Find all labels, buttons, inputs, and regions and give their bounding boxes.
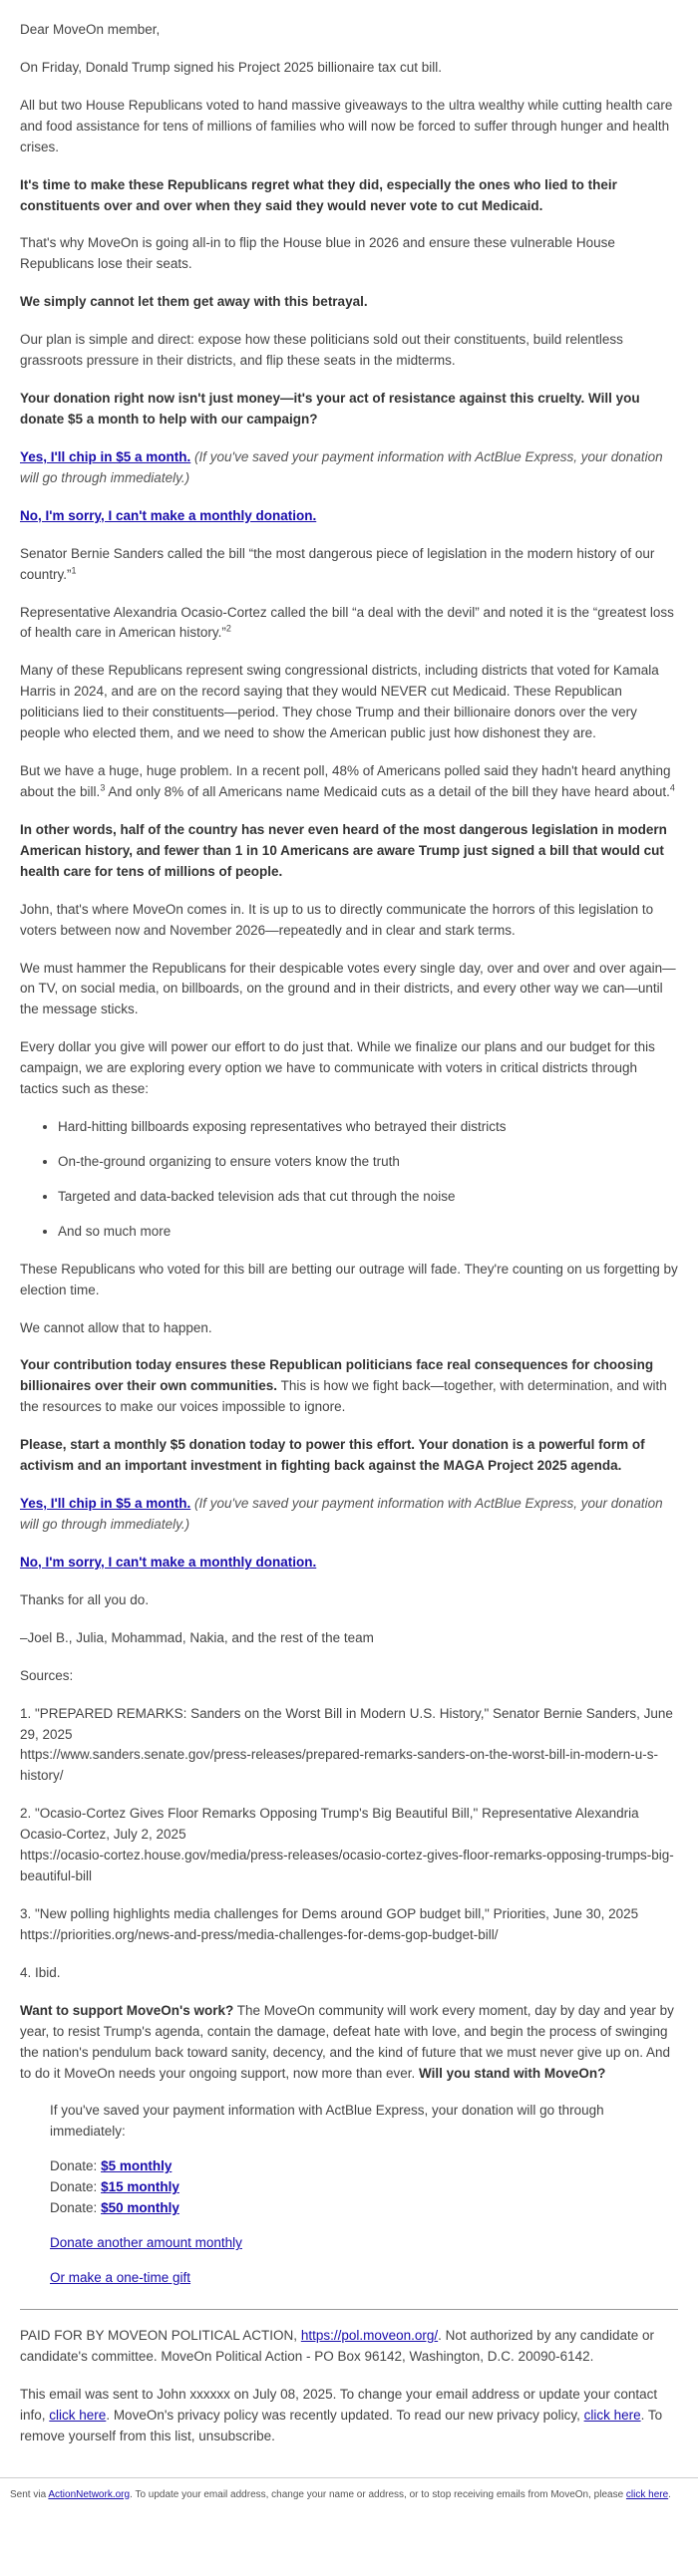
donate-note: If you've saved your payment information with ActBlue Express, your donation will go through immediately: [50,2103,604,2140]
update-contact-link[interactable]: click here [49,2407,107,2423]
donate-5-monthly-link[interactable]: $5 monthly [101,2158,173,2174]
donate-option: Donate: $50 monthly [50,2200,179,2216]
footnote-1: 1 [71,565,77,576]
support-paragraph: Want to support MoveOn's work? The MoveOn community will work every moment, day by day and year by year, to resist Trump's agenda, contain the damage, defeat hate with love, and begin the process of swinging the nation's pendulum back toward sanity, decency, and the kind of future that we must never give up on. And to do it MoveOn needs your ongoing support, now more than ever. Will you stand with MoveOn? [20,2002,674,2081]
chip-in-5-monthly-link[interactable]: Yes, I'll chip in $5 a month. [20,448,191,464]
divider [20,2309,678,2310]
list-item: • On-the-ground organizing to ensure voters know the truth [58,1152,678,1173]
bold-statement: In other words, half of the country has never even heard of the most dangerous legislation in modern American history, and fewer than 1 in 10 Americans are aware Trump just signed a bill that would cut health care for tens of millions of people. [20,821,667,879]
cta-yes-paragraph [20,447,678,489]
source-item: 2. "Ocasio-Cortez Gives Floor Remarks Opposing Trump's Big Beautiful Bill," Representative Alexandria Ocasio-Cortez, July 2, 2025 https://ocasio-cortez.house.gov/media/press-releases/ocasio-cortez-gives-floor-remarks-opposing-trumps-big-beautiful-bill [20,1806,674,1884]
action-network-bar: Sent via ActionNetwork.org. To update your email address, change your name or address, or to stop receiving emails from MoveOn, please click here. [0,2477,698,2514]
cta-no-paragraph [20,506,678,527]
intro-paragraph: All but two House Republicans voted to hand massive giveaways to the ultra wealthy while cutting health care and food assistance for tens of millions of families who will now be forced to suffer through hunger and health crises. [20,97,673,154]
sources-label: Sources: [20,1667,74,1683]
footnote-3: 3 [100,782,106,793]
paid-for-notice: PAID FOR BY MOVEON POLITICAL ACTION, https://pol.moveon.org/. Not authorized by any candidate or candidate's committee. MoveOn Political Action - PO Box 96142, Washington, D.C. 20090-6142. [20,2327,655,2364]
email-notice: This email was sent to John xxxxxx on July 08, 2025. To change your email address or update your contact info, click here. MoveOn's privacy policy was recently updated. To read our new privacy policy, click here. To remove yourself from this list, unsubscribe. [20,2386,663,2443]
source-item: 1. "PREPARED REMARKS: Sanders on the Worst Bill in Modern U.S. History," Senator Bernie Sanders, June 29, 2025 https://www.sanders.senate.gov/press-releases/prepared-remarks-sanders-on-the-worst-bill-in-modern-u-s-history/ [20,1705,673,1784]
paragraph: Every dollar you give will power our effort to do just that. While we finalize our plans and our budget for this campaign, we are exploring every option we have to communicate with voters in critical districts through tactics such as these: [20,1039,655,1097]
unsubscribe-link[interactable]: click here [625,2488,669,2500]
political-action-link[interactable]: https://pol.moveon.org/ [300,2327,439,2343]
decline-monthly-link-2[interactable]: No, I'm sorry, I can't make a monthly donation. [20,1554,317,1570]
paragraph: We cannot allow that to happen. [20,1319,212,1335]
signoff: –Joel B., Julia, Mohammad, Nakia, and the rest of the team [20,1629,374,1645]
bold-statement: We simply cannot let them get away with this betrayal. [20,294,368,310]
greeting: Dear MoveOn member, [20,22,161,37]
sources-section [20,1666,678,1984]
thanks: Thanks for all you do. [20,1591,150,1607]
paragraph: That's why MoveOn is going all-in to flip the House blue in 2026 and ensure these vulnerable House Republicans lose their seats. [20,235,615,272]
one-time-gift-paragraph [50,2268,678,2289]
donate-another-paragraph [50,2233,678,2254]
paragraph: These Republicans who voted for this bill are betting our outrage will fade. They're counting on us forgetting by election time. [20,1261,678,1297]
monthly-ask: Please, start a monthly $5 donation today to power this effort. Your donation is a powerful form of activism and an important investment in fighting back against the MAGA Project 2025 agenda. [20,1437,645,1474]
contribution-paragraph: Your contribution today ensures these Republican politicians face real consequences for choosing billionaires over their own communities. This is how we fight back—together, with determination, and with the resources to make our voices impossible to ignore. [20,1357,667,1415]
donate-50-monthly-link[interactable]: $50 monthly [101,2200,179,2216]
sanders-quote: Senator Bernie Sanders called the bill “the most dangerous piece of legislation in the modern history of our country.”$^1$ [20,545,655,582]
actblue-note: (If you've saved your payment information with ActBlue Express, your donation will go through immediately.) [20,448,663,485]
paragraph: We must hammer the Republicans for their despicable votes every single day, over and over and over again—on TV, on social media, on billboards, on the ground and in their districts, and every other way we can—until the message sticks. [20,960,676,1017]
source-url: https://priorities.org/news-and-press/media-challenges-for-dems-gop-budget-bill/ [20,1926,499,1942]
source-url: https://ocasio-cortez.house.gov/media/press-releases/ocasio-cortez-gives-floor-remarks-opposing-trumps-big-beautiful-bill [20,1848,674,1884]
chip-in-5-monthly-link-2[interactable]: Yes, I'll chip in $5 a month. [20,1496,191,1512]
paragraph: Our plan is simple and direct: expose how these politicians sold out their constituents, build relentless grassroots pressure in their districts, and flip these seats in the midterms. [20,332,623,369]
cta-no-paragraph-2 [20,1553,678,1574]
aoc-quote: Representative Alexandria Ocasio-Cortez called the bill “a deal with the devil” and noted it is the “greatest loss of health care in American history.”$^2$ [20,604,674,641]
donation-ask: Your donation right now isn't just money—it's your act of resistance against this cruelty. Will you donate $5 a month to help with our campaign? [20,391,640,427]
footer [20,2326,678,2447]
list-item: • And so much more [58,1222,678,1243]
one-time-gift-link[interactable]: Or make a one-time gift [50,2269,191,2285]
footnote-4: 4 [669,782,675,793]
source-item: 3. "New polling highlights media challenges for Dems around GOP budget bill," Priorities, June 30, 2025 https://priorities.org/news-and-press/media-challenges-for-dems-gop-budget-bill/ [20,1906,639,1942]
paragraph: John, that's where MoveOn comes in. It is up to us to directly communicate the horrors of this legislation to voters between now and November 2026—repeatedly and in clear and stark terms. [20,901,654,938]
paragraph: Many of these Republicans represent swing congressional districts, including districts that voted for Kamala Harris in 2024, and are on the record saying that they would NEVER cut Medicaid. These Republican politicians lied to their constituents—period. They chose Trump and their billionaire donors over the very people who elected them, and we need to show the American public just how dishonest they are. [20,663,659,741]
bold-statement: It's time to make these Republicans regret what they did, especially the ones who lied to their constituents over and over when they said they would never vote to cut Medicaid. [20,176,617,213]
donate-option: Donate: $5 monthly [50,2158,173,2174]
donate-block [20,2101,678,2288]
tactics-list [20,1117,678,1243]
list-item: • Targeted and data-backed television ads that cut through the noise [58,1187,678,1208]
actblue-note: (If you've saved your payment information with ActBlue Express, your donation will go through immediately.) [20,1496,663,1533]
cta-yes-paragraph-2 [20,1494,678,1536]
intro-paragraph: On Friday, Donald Trump signed his Project 2025 billionaire tax cut bill. [20,59,442,75]
list-item: • Hard-hitting billboards exposing representatives who betrayed their districts [58,1117,678,1138]
footnote-2: 2 [225,623,231,634]
action-network-link[interactable]: ActionNetwork.org [48,2488,131,2500]
donate-another-amount-link[interactable]: Donate another amount monthly [50,2235,242,2251]
donate-option: Donate: $15 monthly [50,2179,179,2195]
decline-monthly-link[interactable]: No, I'm sorry, I can't make a monthly donation. [20,507,317,523]
donate-15-monthly-link[interactable]: $15 monthly [101,2179,179,2195]
privacy-policy-link[interactable]: click here [583,2407,641,2423]
poll-paragraph: But we have a huge, huge problem. In a recent poll, 48% of Americans polled said they hadn't heard anything about the bill.$^3$ And only 8% of all Americans name Medicaid cuts as a detail of the bill they have heard about.$^4$ [20,763,675,799]
source-url: https://www.sanders.senate.gov/press-releases/prepared-remarks-sanders-on-the-worst-bill-in-modern-u-s-history/ [20,1747,658,1784]
source-item: 4. Ibid. [20,1964,61,1980]
